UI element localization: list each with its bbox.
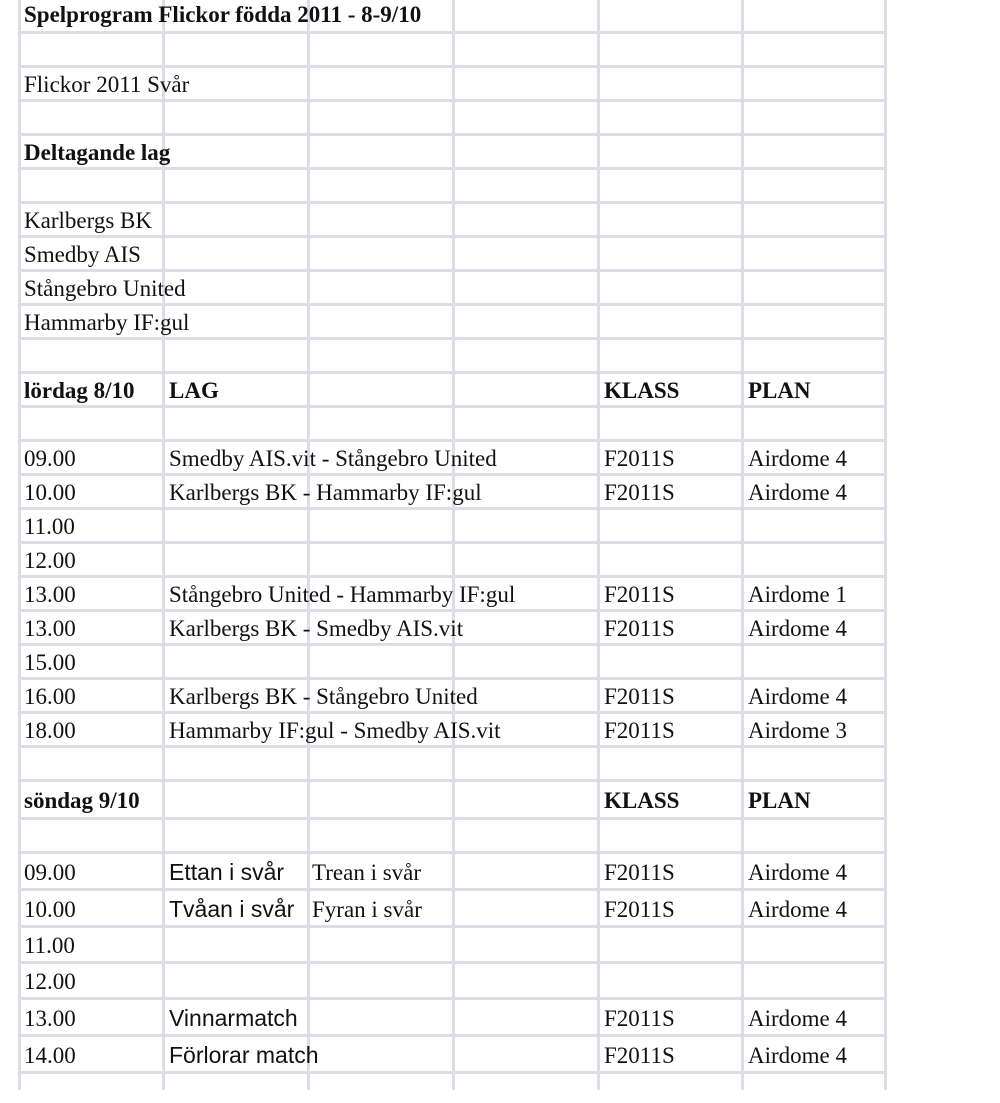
match-field: Airdome 3 — [748, 718, 848, 743]
match-field: Airdome 4 — [748, 480, 848, 505]
match-field: Airdome 4 — [748, 860, 848, 885]
match-row — [18, 510, 886, 544]
subtitle-row — [18, 68, 886, 102]
match-class: F2011S — [604, 718, 675, 743]
match-row — [18, 612, 886, 646]
match-row — [18, 1037, 886, 1074]
match-class: F2011S — [604, 860, 675, 885]
match-class: F2011S — [604, 616, 675, 641]
match-home: Ettan i svår — [169, 859, 285, 885]
empty-row — [18, 748, 886, 782]
plan-header: PLAN — [748, 378, 811, 403]
empty-row — [18, 102, 886, 136]
match-row — [18, 680, 886, 714]
lag-header: LAG — [169, 378, 219, 403]
match-time: 16.00 — [24, 684, 76, 709]
team-name: Hammarby IF:gul — [24, 310, 190, 335]
match-class: F2011S — [604, 446, 675, 471]
teams-heading: Deltagande lag — [24, 140, 171, 165]
match-class: F2011S — [604, 480, 675, 505]
match-time: 13.00 — [24, 1006, 76, 1031]
match-time: 15.00 — [24, 650, 76, 675]
team-row — [18, 272, 886, 306]
match-row — [18, 544, 886, 578]
teams-heading-row — [18, 136, 886, 170]
team-row — [18, 306, 886, 340]
match-class: F2011S — [604, 684, 675, 709]
match-row — [18, 442, 886, 476]
match-away: Trean i svår — [312, 860, 422, 885]
empty-row — [18, 340, 886, 374]
match-field: Airdome 4 — [748, 1006, 848, 1031]
match-row — [18, 854, 886, 891]
match-time: 12.00 — [24, 548, 76, 573]
team-name: Karlbergs BK — [24, 208, 152, 233]
empty-row — [18, 170, 886, 204]
title-row — [18, 0, 886, 34]
match-time: 11.00 — [24, 933, 75, 958]
klass-header: KLASS — [604, 788, 680, 813]
match-row — [18, 964, 886, 1000]
match-row — [18, 714, 886, 748]
class-title: Flickor 2011 Svår — [24, 72, 190, 97]
match-teams: Karlbergs BK - Stångebro United — [169, 684, 478, 709]
match-time: 13.00 — [24, 616, 76, 641]
team-row — [18, 204, 886, 238]
match-teams: Karlbergs BK - Smedby AIS.vit — [169, 616, 464, 641]
match-field: Airdome 4 — [748, 1043, 848, 1068]
match-class: F2011S — [604, 897, 675, 922]
empty-row — [18, 820, 886, 854]
match-time: 09.00 — [24, 860, 76, 885]
match-row — [18, 891, 886, 928]
schedule-sheet — [18, 0, 886, 1074]
match-row — [18, 646, 886, 680]
saturday-day: lördag 8/10 — [24, 378, 135, 403]
team-name: Stångebro United — [24, 276, 186, 301]
match-time: 13.00 — [24, 582, 76, 607]
match-field: Airdome 4 — [748, 446, 848, 471]
match-time: 10.00 — [24, 480, 76, 505]
match-teams: Smedby AIS.vit - Stångebro United — [169, 446, 497, 471]
match-teams: Hammarby IF:gul - Smedby AIS.vit — [169, 718, 501, 743]
match-class: F2011S — [604, 582, 675, 607]
match-field: Airdome 4 — [748, 684, 848, 709]
match-home: Tvåan i svår — [169, 896, 295, 922]
match-time: 12.00 — [24, 969, 76, 994]
match-row — [18, 476, 886, 510]
match-time: 11.00 — [24, 514, 75, 539]
klass-header: KLASS — [604, 378, 680, 403]
team-name: Smedby AIS — [24, 242, 141, 267]
match-home: Förlorar match — [169, 1042, 319, 1068]
match-class: F2011S — [604, 1006, 675, 1031]
match-away: Fyran i svår — [312, 897, 422, 922]
match-field: Airdome 4 — [748, 897, 848, 922]
plan-header: PLAN — [748, 788, 811, 813]
match-time: 18.00 — [24, 718, 76, 743]
sunday-day: söndag 9/10 — [24, 788, 140, 813]
empty-row — [18, 34, 886, 68]
match-row — [18, 1000, 886, 1037]
match-time: 14.00 — [24, 1043, 76, 1068]
page-title: Spelprogram Flickor födda 2011 - 8-9/10 — [24, 2, 422, 27]
sunday-header-row — [18, 782, 886, 820]
match-row — [18, 578, 886, 612]
match-field: Airdome 1 — [748, 582, 848, 607]
match-time: 09.00 — [24, 446, 76, 471]
team-row — [18, 238, 886, 272]
empty-row — [18, 408, 886, 442]
match-teams: Stångebro United - Hammarby IF:gul — [169, 582, 516, 607]
match-time: 10.00 — [24, 897, 76, 922]
match-row — [18, 928, 886, 964]
match-field: Airdome 4 — [748, 616, 848, 641]
match-class: F2011S — [604, 1043, 675, 1068]
saturday-header-row — [18, 374, 886, 408]
match-home: Vinnarmatch — [169, 1005, 298, 1031]
match-teams: Karlbergs BK - Hammarby IF:gul — [169, 480, 482, 505]
